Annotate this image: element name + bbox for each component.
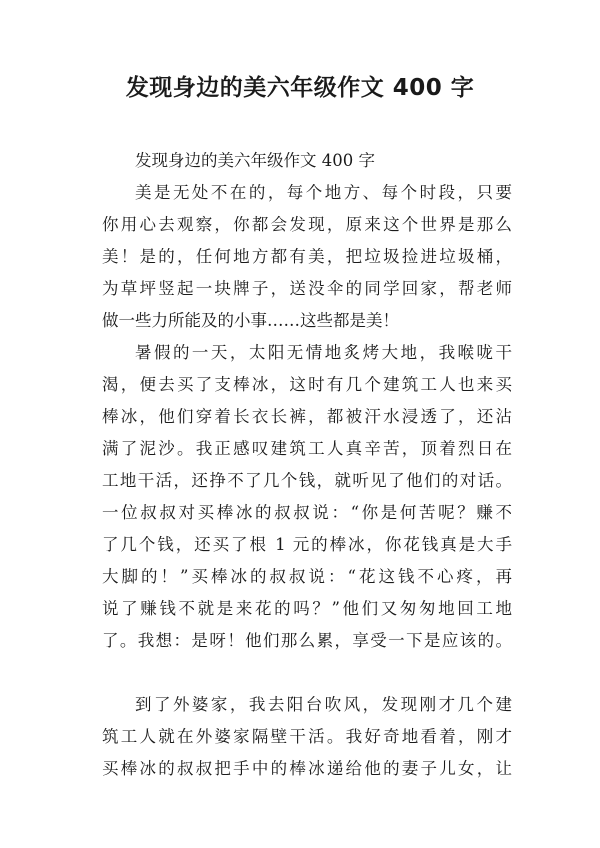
body-subtitle-line: 发现身边的美六年级作文 400 字 (135, 151, 375, 170)
paragraph-2-line-9: 说了赚钱不就是来花的吗？”他们又匆匆地回工地 (102, 599, 512, 618)
paragraph-2-line-5: 工地干活，还挣不了几个钱，就听见了他们的对话。 (102, 471, 512, 490)
paragraph-1-line-2: 你用心去观察，你都会发现，原来这个世界是那么 (102, 215, 512, 234)
paragraph-3-line-2: 筑工人就在外婆家隔壁干活。我好奇地看着，刚才 (102, 727, 512, 746)
paragraph-2-line-4: 满了泥沙。我正感叹建筑工人真辛苦，顶着烈日在 (102, 439, 512, 458)
paragraph-2-line-8: 大脚的！”买棒冰的叔叔说：“花这钱不心疼，再 (102, 567, 512, 586)
paragraph-2-line-3: 棒冰，他们穿着长衣长裤，都被汗水浸透了，还沾 (102, 407, 512, 426)
paragraph-1-line-3: 美！是的，任何地方都有美，把垃圾捡进垃圾桶， (102, 247, 512, 266)
paragraph-1-line-1: 美是无处不在的，每个地方、每个时段，只要 (135, 183, 512, 202)
paragraph-2-line-2: 渴，便去买了支棒冰，这时有几个建筑工人也来买 (102, 375, 512, 394)
paragraph-2-line-6: 一位叔叔对买棒冰的叔叔说：“你是何苦呢？赚不 (102, 503, 512, 522)
paragraph-3-line-1: 到了外婆家，我去阳台吹风，发现刚才几个建 (135, 695, 512, 714)
paragraph-2-line-7: 了几个钱，还买了根 1 元的棒冰，你花钱真是大手 (102, 535, 512, 554)
paragraph-gap (102, 657, 512, 689)
paragraph-3-line-3: 买棒冰的叔叔把手中的棒冰递给他的妻子儿女，让 (102, 759, 512, 778)
paragraph-1-line-5: 做一些力所能及的小事……这些都是美！ (102, 311, 399, 330)
paragraph-2-line-10: 了。我想：是呀！他们那么累，享受一下是应该的。 (102, 631, 512, 650)
paragraph-2-line-1: 暑假的一天，太阳无情地炙烤大地，我喉咙干 (135, 343, 512, 362)
document-body (102, 145, 512, 785)
document-title: 发现身边的美六年级作文 400 字 (125, 75, 475, 101)
paragraph-1-line-4: 为草坪竖起一块牌子，送没伞的同学回家，帮老师 (102, 279, 512, 298)
